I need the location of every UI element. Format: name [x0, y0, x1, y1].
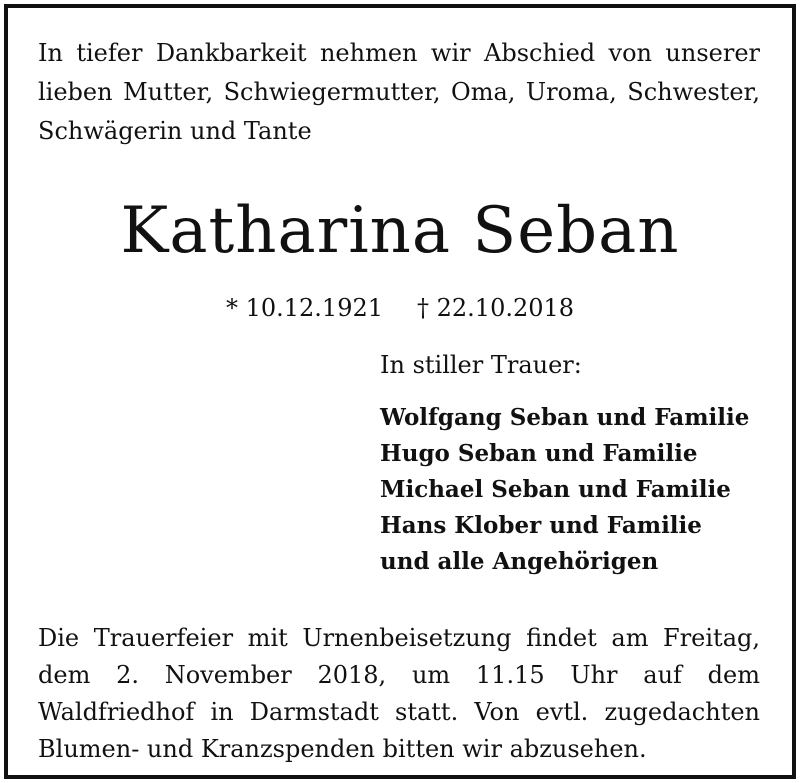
family-entry: Hugo Seban und Familie — [380, 440, 698, 467]
mourning-label: In stiller Trauer: — [380, 351, 582, 379]
family-entry: Hans Klober und Familie — [380, 512, 702, 539]
family-entry: Michael Seban und Familie — [380, 476, 731, 503]
family-entry: und alle Angehörigen — [380, 548, 659, 575]
family-list — [380, 400, 749, 580]
ceremony-text: Die Trauerfeier mit Urnenbeisetzung findet am Freitag, dem 2. November 2018, um 11.15 Uhr auf dem Waldfriedhof in Darmstadt statt. Von evtl. zugedachten Blumen- und Kranzspenden bitten wir abzusehen. — [38, 624, 760, 763]
family-entry: Wolfgang Seban und Familie — [380, 404, 750, 431]
obituary-frame — [4, 4, 796, 779]
deceased-name: Katharina Seban — [120, 194, 680, 268]
life-dates — [8, 291, 792, 325]
intro-text: In tiefer Dankbarkeit nehmen wir Abschied von unserer lieben Mutter, Schwiegermutter, Oma, Uroma, Schwester, Schwägerin und Tante — [38, 39, 760, 145]
birth-date: * 10.12.1921 — [225, 294, 383, 322]
death-date: † 22.10.2018 — [417, 294, 575, 322]
